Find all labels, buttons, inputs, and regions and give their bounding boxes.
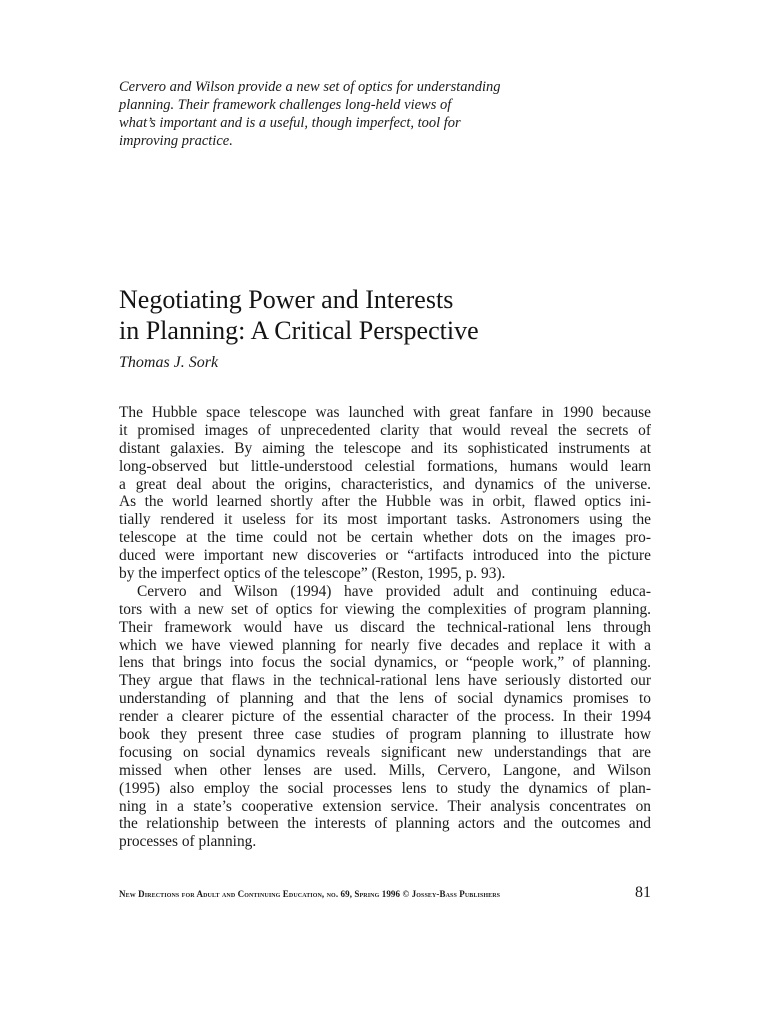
- body-line: the relationship between the interests of planning actors and the outcomes and: [119, 815, 651, 833]
- body-line: ning in a state’s cooperative extension service. Their analysis concentrates on: [119, 797, 651, 815]
- body-line: telescope at the time could not be certain whether dots on the images pro-: [119, 529, 651, 547]
- body-line: missed when other lenses are used. Mills, Cervero, Langone, and Wilson: [119, 761, 651, 779]
- article-title: [119, 284, 659, 346]
- body-line: tially rendered it useless for its most important tasks. Astronomers using the: [119, 511, 651, 529]
- body-line: by the imperfect optics of the telescope” (Reston, 1995, p. 93).: [119, 565, 506, 583]
- body-line: which we have viewed planning for nearly five decades and replace it with a: [119, 636, 651, 654]
- body-line: Their framework would have us discard the technical-rational lens through: [119, 618, 651, 636]
- body-line: Cervero and Wilson (1994) have provided adult and continuing educa-: [137, 582, 651, 600]
- body-line: it promised images of unprecedented clarity that would reveal the secrets of: [119, 421, 651, 439]
- author-name: Thomas J. Sork: [119, 354, 219, 371]
- abstract-line: improving practice.: [119, 133, 233, 149]
- body-line: distant galaxies. By aiming the telescope and its sophisticated instruments at: [119, 439, 651, 457]
- body-text: [119, 404, 651, 851]
- title-line-1: Negotiating Power and Interests: [119, 285, 454, 314]
- title-line-2: in Planning: A Critical Perspective: [119, 316, 479, 345]
- page-number: 81: [635, 884, 651, 901]
- body-line: a great deal about the origins, characteristics, and dynamics of the universe.: [119, 475, 651, 493]
- body-line: The Hubble space telescope was launched with great fanfare in 1990 because: [119, 404, 651, 421]
- body-line: focusing on social dynamics reveals significant new understandings that are: [119, 743, 651, 761]
- body-line: duced were important new discoveries or “artifacts introduced into the picture: [119, 547, 651, 565]
- abstract-line: Cervero and Wilson provide a new set of optics for understanding: [119, 79, 501, 95]
- body-line: tors with a new set of optics for viewing the complexities of program planning.: [119, 600, 651, 618]
- journal-citation: New Directions for Adult and Continuing Education, no. 69, Spring 1996 © Jossey-Bass Publishers: [119, 889, 501, 899]
- abstract-line: what’s important and is a useful, though imperfect, tool for: [119, 115, 461, 131]
- body-line: lens that brings into focus the social dynamics, or “people work,” of planning.: [119, 654, 651, 672]
- body-line: (1995) also employ the social processes lens to study the dynamics of plan-: [119, 779, 651, 797]
- body-line: render a clearer picture of the essential character of the process. In their 1994: [119, 708, 651, 726]
- page-footer: [119, 884, 651, 904]
- abstract-line: planning. Their framework challenges long-held views of: [119, 97, 452, 113]
- body-line: processes of planning.: [119, 833, 257, 851]
- abstract: [119, 78, 559, 150]
- body-line: book they present three case studies of program planning to illustrate how: [119, 726, 651, 744]
- body-line: understanding of planning and that the lens of social dynamics promises to: [119, 690, 651, 708]
- body-line: They argue that flaws in the technical-rational lens have seriously distorted our: [119, 672, 651, 690]
- body-line: long-observed but little-understood celestial formations, humans would learn: [119, 457, 651, 475]
- body-line: As the world learned shortly after the Hubble was in orbit, flawed optics ini-: [119, 493, 651, 511]
